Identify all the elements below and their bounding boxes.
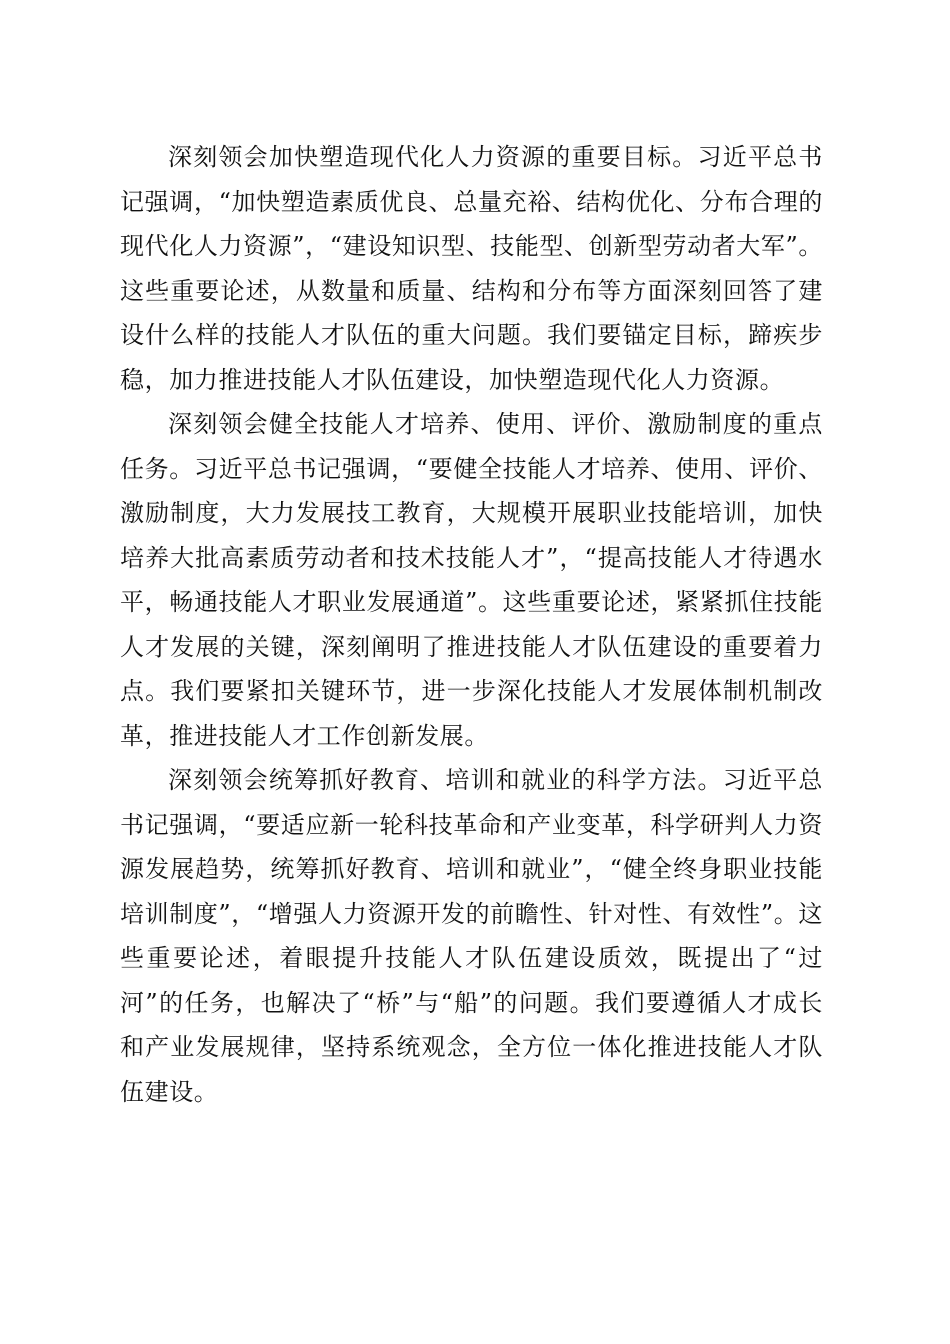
paragraph-goal: 深刻领会加快塑造现代化人力资源的重要目标。习近平总书记强调，“加快塑造素质优良、总量充裕、结构优化、分布合理的现代化人力资源”，“建设知识型、技能型、创新型劳动者大军”。这些重要论述，从数量和质量、结构和分布等方面深刻回答了建设什么样的技能人才队伍的重大问题。我们要锚定目标，蹄疾步稳，加力推进技能人才队伍建设，加快塑造现代化人力资源。 — [120, 143, 823, 394]
paragraph-methods: 深刻领会统筹抓好教育、培训和就业的科学方法。习近平总书记强调，“要适应新一轮科技革命和产业变革，科学研判人力资源发展趋势，统筹抓好教育、培训和就业”，“健全终身职业技能培训制度”，“增强人力资源开发的前瞻性、针对性、有效性”。这些重要论述，着眼提升技能人才队伍建设质效，既提出了“过河”的任务，也解决了“桥”与“船”的问题。我们要遵循人才成长和产业发展规律，坚持系统观念，全方位一体化推进技能人才队伍建设。 — [120, 766, 823, 1106]
paragraph-tasks: 深刻领会健全技能人才培养、使用、评价、激励制度的重点任务。习近平总书记强调，“要健全技能人才培养、使用、评价、激励制度，大力发展技工教育，大规模开展职业技能培训，加快培养大批高素质劳动者和技术技能人才”，“提高技能人才待遇水平，畅通技能人才职业发展通道”。这些重要论述，紧紧抓住技能人才发展的关键，深刻阐明了推进技能人才队伍建设的重要着力点。我们要紧扣关键环节，进一步深化技能人才发展体制机制改革，推进技能人才工作创新发展。 — [120, 410, 823, 750]
document-body — [120, 135, 823, 1114]
